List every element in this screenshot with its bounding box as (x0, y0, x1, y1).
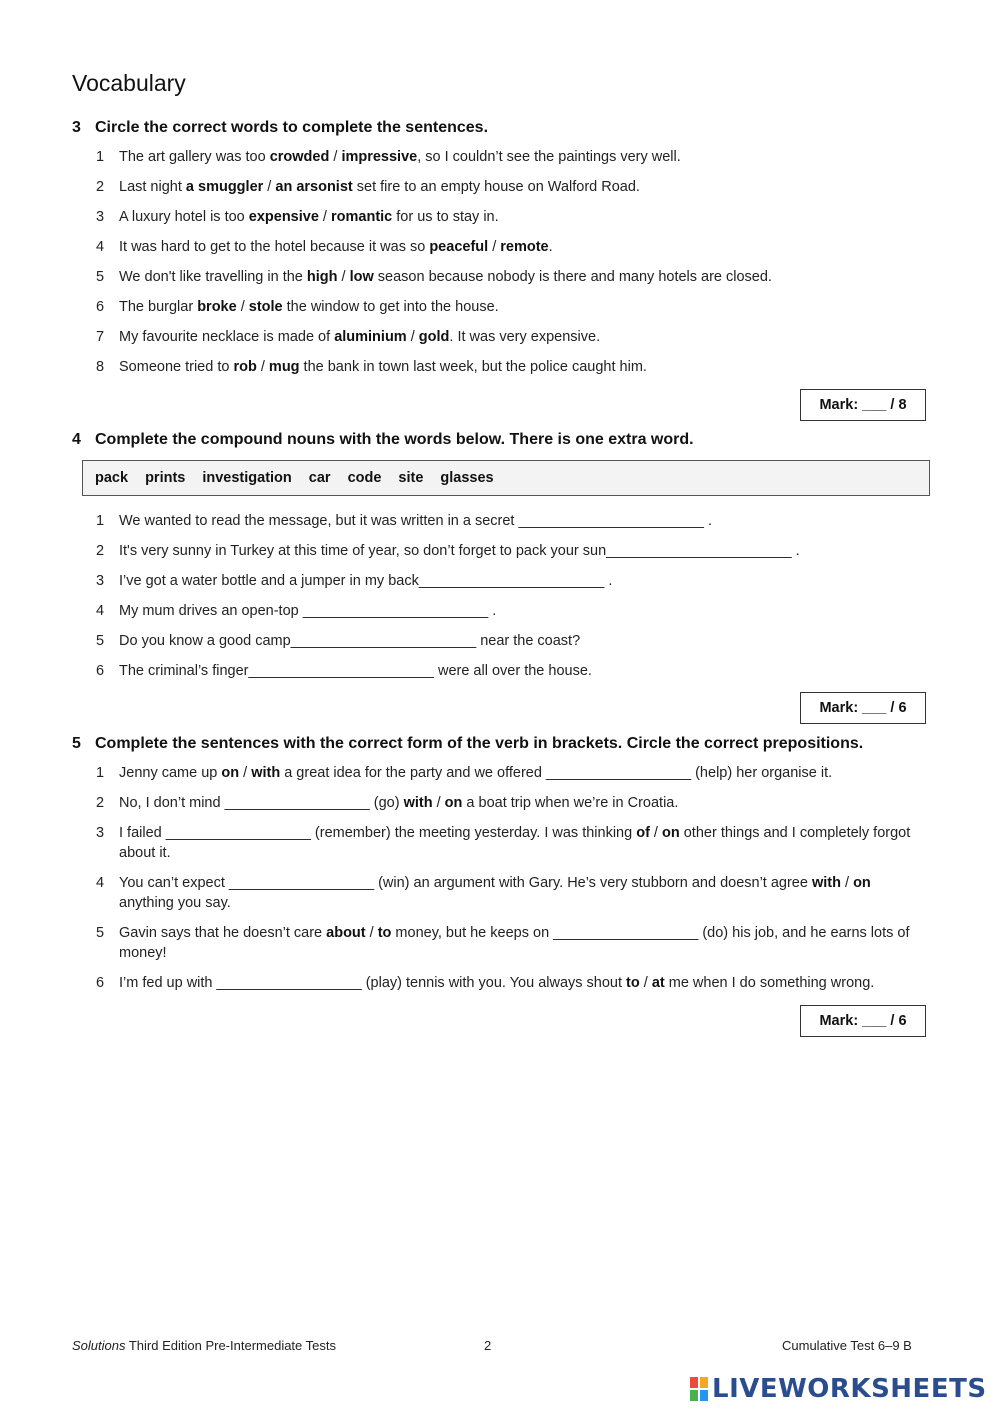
word-option[interactable]: of (636, 825, 650, 841)
text-segment: a great idea for the party and we offered __________________ (help) her organise it. (280, 765, 833, 781)
item-number: 3 (96, 209, 105, 225)
text-segment: The criminal’s finger_______________________ were all over the house. (119, 663, 592, 679)
word-option[interactable]: high (306, 269, 338, 285)
item-number: 5 (96, 633, 105, 649)
brand-block (690, 1390, 698, 1401)
word-option[interactable]: aluminium (334, 329, 407, 345)
liveworksheets-logo (690, 1372, 987, 1406)
item-number: 3 (96, 825, 105, 841)
text-segment: other things and I completely forgot about it. (119, 825, 911, 861)
exercise-5-mark-box[interactable]: Mark: ___ / 6 (800, 1005, 926, 1037)
item-number: 5 (96, 269, 105, 285)
item-text (119, 631, 916, 651)
text-segment: It's very sunny in Turkey at this time of year, so don’t forget to pack your sun_______________________ . (119, 543, 800, 559)
word-bank-item: glasses (440, 470, 494, 486)
item-number: 2 (96, 179, 105, 195)
text-segment: / (329, 149, 342, 165)
word-option[interactable]: to (626, 975, 640, 991)
item-number: 8 (96, 359, 105, 375)
item-text (119, 973, 916, 993)
item-text (119, 177, 916, 197)
text-segment: We don't like travelling in the (119, 269, 307, 285)
word-bank-item: pack (95, 470, 129, 486)
sentence-item (96, 973, 916, 993)
sentence-item (96, 541, 916, 561)
text-segment: set fire to an empty house on Walford Road. (352, 179, 640, 195)
word-option[interactable]: stole (248, 299, 283, 315)
item-number: 4 (96, 875, 105, 891)
footer-book-title (72, 1338, 336, 1353)
text-segment: I’m fed up with __________________ (play) tennis with you. You always shout (119, 975, 627, 991)
item-text (119, 793, 916, 813)
text-segment: No, I don’t mind __________________ (go) (119, 795, 404, 811)
text-segment: / (432, 795, 445, 811)
text-segment: / (236, 299, 249, 315)
word-option[interactable]: with (811, 875, 841, 891)
text-segment: for us to stay in. (392, 209, 499, 225)
item-text (119, 511, 916, 531)
word-bank-item: prints (145, 470, 186, 486)
item-number: 2 (96, 543, 105, 559)
sentence-item (96, 823, 916, 863)
item-text (119, 823, 916, 863)
text-segment: me when I do something wrong. (664, 975, 875, 991)
text-segment: / (840, 875, 854, 891)
item-number: 7 (96, 329, 105, 345)
item-text (119, 147, 916, 167)
text-segment: / (406, 329, 419, 345)
word-option[interactable]: with (403, 795, 433, 811)
item-number: 4 (96, 603, 105, 619)
exercise-4-mark-box[interactable]: Mark: ___ / 6 (800, 692, 926, 724)
word-bank-item: investigation (202, 470, 292, 486)
item-number: 2 (96, 795, 105, 811)
text-segment: / (365, 925, 378, 941)
footer-book-italic: Solutions (72, 1338, 126, 1353)
word-option[interactable]: impressive (341, 149, 418, 165)
word-bank-item: code (347, 470, 382, 486)
exercise-5-number: 5 (72, 735, 81, 752)
sentence-item (96, 327, 916, 347)
item-number: 4 (96, 239, 105, 255)
item-text (119, 267, 916, 287)
text-segment: A luxury hotel is too (119, 209, 249, 225)
word-option[interactable]: romantic (331, 209, 393, 225)
sentence-item (96, 631, 916, 651)
brand-block (700, 1377, 708, 1388)
text-segment: a boat trip when we’re in Croatia. (462, 795, 679, 811)
text-segment: My favourite necklace is made of (119, 329, 335, 345)
word-option[interactable]: to (377, 925, 392, 941)
word-bank-item: site (398, 470, 424, 486)
item-number: 5 (96, 925, 105, 941)
footer-book-rest: Third Edition Pre-Intermediate Tests (125, 1338, 336, 1353)
word-option[interactable]: expensive (248, 209, 319, 225)
text-segment: Someone tried to (119, 359, 234, 375)
text-segment: season because nobody is there and many hotels are closed. (373, 269, 772, 285)
footer-test-name: Cumulative Test 6–9 B (782, 1338, 912, 1353)
text-segment: Last night (119, 179, 186, 195)
text-segment: , so I couldn’t see the paintings very well. (417, 149, 681, 165)
item-text (119, 541, 916, 561)
word-option[interactable]: mug (268, 359, 300, 375)
brand-text: LIVEWORKSHEETS (712, 1374, 987, 1404)
item-text (119, 237, 916, 257)
sentence-item (96, 873, 916, 913)
sentence-item (96, 601, 916, 621)
text-segment: / (239, 765, 252, 781)
sentence-item (96, 267, 916, 287)
text-segment: / (337, 269, 350, 285)
text-segment: / (649, 825, 662, 841)
text-segment: money, but he keeps on __________________ (do) his job, and he earns lots of money! (119, 925, 910, 961)
exercise-4-title (72, 431, 694, 449)
exercise-3-mark-box[interactable]: Mark: ___ / 8 (800, 389, 926, 421)
text-segment: Gavin says that he doesn’t care (119, 925, 327, 941)
item-text (119, 357, 916, 377)
text-segment: the window to get into the house. (282, 299, 499, 315)
text-segment: I failed __________________ (remember) the meeting yesterday. I was thinking (119, 825, 637, 841)
page-heading: Vocabulary (72, 70, 186, 96)
word-option[interactable]: on (662, 825, 680, 841)
text-segment: / (639, 975, 652, 991)
text-segment: We wanted to read the message, but it was written in a secret _______________________ . (119, 513, 713, 529)
exercise-5-title (72, 735, 863, 753)
footer-page-number: 2 (484, 1338, 492, 1353)
text-segment: / (263, 179, 276, 195)
word-option[interactable]: with (251, 765, 281, 781)
word-option[interactable]: on (221, 765, 240, 781)
text-segment: the bank in town last week, but the police caught him. (299, 359, 647, 375)
text-segment: / (318, 209, 331, 225)
text-segment: . It was very expensive. (449, 329, 601, 345)
text-segment: My mum drives an open-top _______________________ . (119, 603, 497, 619)
item-number: 6 (96, 299, 105, 315)
word-option[interactable]: a smuggler (185, 179, 264, 195)
text-segment: The art gallery was too (119, 149, 270, 165)
exercise-3-number: 3 (72, 119, 81, 136)
text-segment: Jenny came up (119, 765, 222, 781)
word-option[interactable]: rob (233, 359, 257, 375)
text-segment: anything you say. (119, 895, 231, 911)
item-number: 1 (96, 149, 105, 165)
word-bank (82, 460, 930, 496)
sentence-item (96, 571, 916, 591)
sentence-item (96, 297, 916, 317)
text-segment: / (256, 359, 269, 375)
exercise-4-number: 4 (72, 431, 81, 448)
item-number: 3 (96, 573, 105, 589)
text-segment: Do you know a good camp_______________________ near the coast? (119, 633, 581, 649)
sentence-item (96, 237, 916, 257)
item-text (119, 571, 916, 591)
item-text (119, 873, 916, 913)
brand-block (690, 1377, 698, 1388)
item-text (119, 327, 916, 347)
sentence-item (96, 661, 916, 681)
word-option[interactable]: an arsonist (275, 179, 353, 195)
sentence-item (96, 793, 916, 813)
sentence-item (96, 357, 916, 377)
word-option[interactable]: peaceful (429, 239, 489, 255)
item-text (119, 923, 916, 963)
word-option[interactable]: remote (500, 239, 549, 255)
sentence-item (96, 923, 916, 963)
text-segment: The burglar (119, 299, 198, 315)
word-bank-item: car (308, 470, 331, 486)
sentence-item (96, 147, 916, 167)
item-text (119, 601, 916, 621)
word-option[interactable]: on (444, 795, 463, 811)
item-text (119, 207, 916, 227)
item-number: 1 (96, 513, 105, 529)
exercise-3-title (72, 119, 488, 137)
text-segment: It was hard to get to the hotel because it was so (119, 239, 430, 255)
exercise-3-instruction: Circle the correct words to complete the sentences. (95, 119, 489, 136)
sentence-item (96, 511, 916, 531)
word-option[interactable]: broke (197, 299, 237, 315)
text-segment: You can’t expect __________________ (win) an argument with Gary. He’s very stubborn and doesn’t agree (119, 875, 812, 891)
word-option[interactable]: on (853, 875, 871, 891)
word-option[interactable]: at (651, 975, 665, 991)
item-text (119, 763, 916, 783)
item-number: 6 (96, 975, 105, 991)
item-number: 6 (96, 663, 105, 679)
word-option[interactable]: low (349, 269, 374, 285)
word-option[interactable]: about (326, 925, 366, 941)
brand-block (700, 1390, 708, 1401)
item-number: 1 (96, 765, 105, 781)
text-segment: I’ve got a water bottle and a jumper in my back_______________________ . (119, 573, 613, 589)
item-text (119, 297, 916, 317)
sentence-item (96, 207, 916, 227)
item-text (119, 661, 916, 681)
sentence-item (96, 177, 916, 197)
exercise-5-instruction: Complete the sentences with the correct form of the verb in brackets. Circle the correct prepositions. (95, 735, 864, 752)
word-option[interactable]: gold (418, 329, 450, 345)
brand-blocks-icon (690, 1377, 708, 1401)
sentence-item (96, 763, 916, 783)
exercise-4-instruction: Complete the compound nouns with the words below. There is one extra word. (95, 431, 694, 448)
text-segment: . (548, 239, 553, 255)
word-option[interactable]: crowded (269, 149, 330, 165)
text-segment: / (488, 239, 501, 255)
